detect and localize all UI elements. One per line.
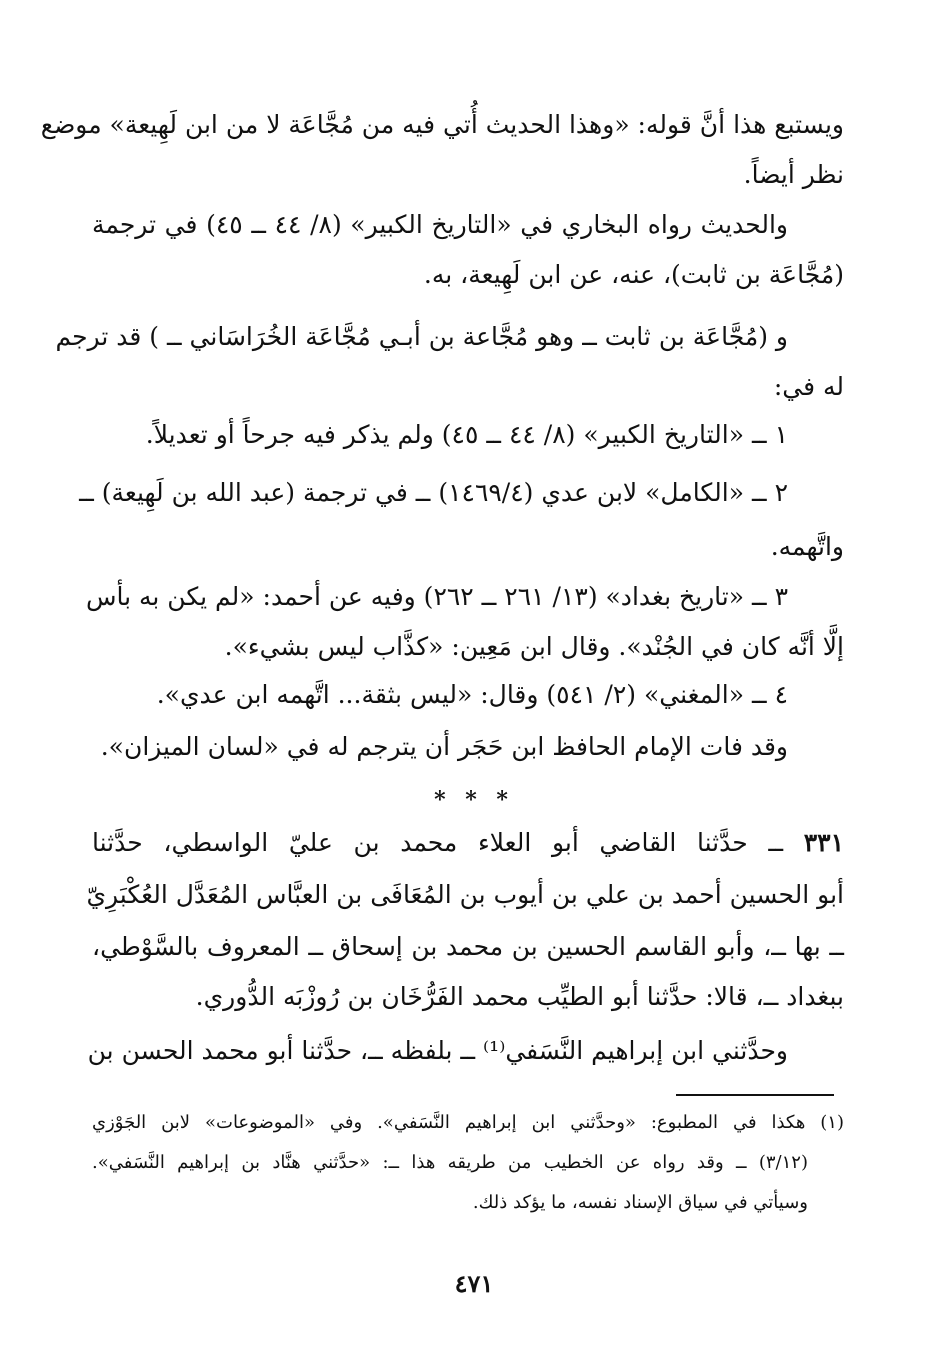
hadith-number: ٣٣١ [803,828,845,857]
list-item-2-cont: واتَّهمه. [770,532,844,561]
list-item-2: ٢ ــ «الكامل» لابن عدي (١٤٦٩/٤) ــ في ترجمة (عبد الله بن لَهِيعة) ــ [79,478,788,507]
list-item-4: ٤ ــ «المغني» (٢/ ٥٤١) وقال: «ليس بثقة... اتَّهمه ابن عدي». [156,680,788,709]
footnote-line-2: (٣/١٢) ــ وقد رواه عن الخطيب من طريقه هذا ــ: «حدَّثني هنَّاد بن إبراهيم النَّسَفي». [92,1152,808,1173]
body-line-3: والحديث رواه البخاري في «التاريخ الكبير» (٨/ ٤٤ ــ ٤٥) في ترجمة [92,210,789,239]
body-line-2: نظر أيضاً. [743,160,844,189]
hadith-line-5: وحدَّثني ابن إبراهيم النَّسَفي⁽¹⁾ ــ بلفظه ــ، حدَّثنا أبو محمد الحسن بن [87,1036,788,1065]
footnote-separator [676,1094,834,1096]
body-line-6: له في: [773,372,844,401]
body-line-4: (مُجَّاعَة بن ثابت)، عنه، عن ابن لَهِيعة، به. [423,260,844,289]
body-line-1: ويستبع هذا أنَّ قوله: «وهذا الحديث أُتي فيه من مُجَّاعَة لا من ابن لَهِيعة» موضع [40,110,844,139]
list-item-1: ١ ــ «التاريخ الكبير» (٨/ ٤٤ ــ ٤٥) ولم يذكر فيه جرحاً أو تعديلاً. [145,420,788,449]
hadith-line-4: ببغداد ــ، قالا: حدَّثنا أبو الطيِّب محمد الفَرُّخَان بن رُوزْبَه الدُّوري. [195,982,844,1011]
hadith-line-2: أبو الحسين أحمد بن علي بن أيوب بن المُعَافَى بن العبَّاس المُعَدَّل العُكْبَرِيّ [86,880,844,909]
footnote-line-3: وسيأتي في سياق الإسناد نفسه، ما يؤكد ذلك. [472,1192,808,1213]
body-line-5: و (مُجَّاعَة بن ثابت ــ وهو مُجَّاعة بن أبـي مُجَّاعَة الخُرَاسَاني ــ ) قد ترجم [55,322,788,351]
page-number: ٤٧١ [454,1269,494,1298]
list-item-3-cont: إلَّا أنَّه كان في الجُنْد». وقال ابن مَعِين: «كذَّاب ليس بشيء». [224,632,844,661]
hadith-line-1 [92,818,844,868]
footnote-line-1: (١) هكذا في المطبوع: «وحدَّثني ابن إبراهيم النَّسَفي». وفي «الموضوعات» لابن الجَوْزي [92,1112,844,1133]
section-separator: * * * [434,787,514,813]
hadith-line-3: ــ بها ــ، وأبو القاسم الحسين بن محمد بن إسحاق ــ المعروف بالسَّوْطي، [92,932,844,961]
list-item-3: ٣ ــ «تاريخ بغداد» (١٣/ ٢٦١ ــ ٢٦٢) وفيه عن أحمد: «لم يكن به بأس [85,582,788,611]
closing-note: وقد فات الإمام الحافظ ابن حَجَر أن يترجم له في «لسان الميزان». [100,732,788,761]
hadith-line-1-text: ــ حدَّثنا القاضي أبو العلاء محمد بن عليّ الواسطي، حدَّثنا [92,828,784,857]
